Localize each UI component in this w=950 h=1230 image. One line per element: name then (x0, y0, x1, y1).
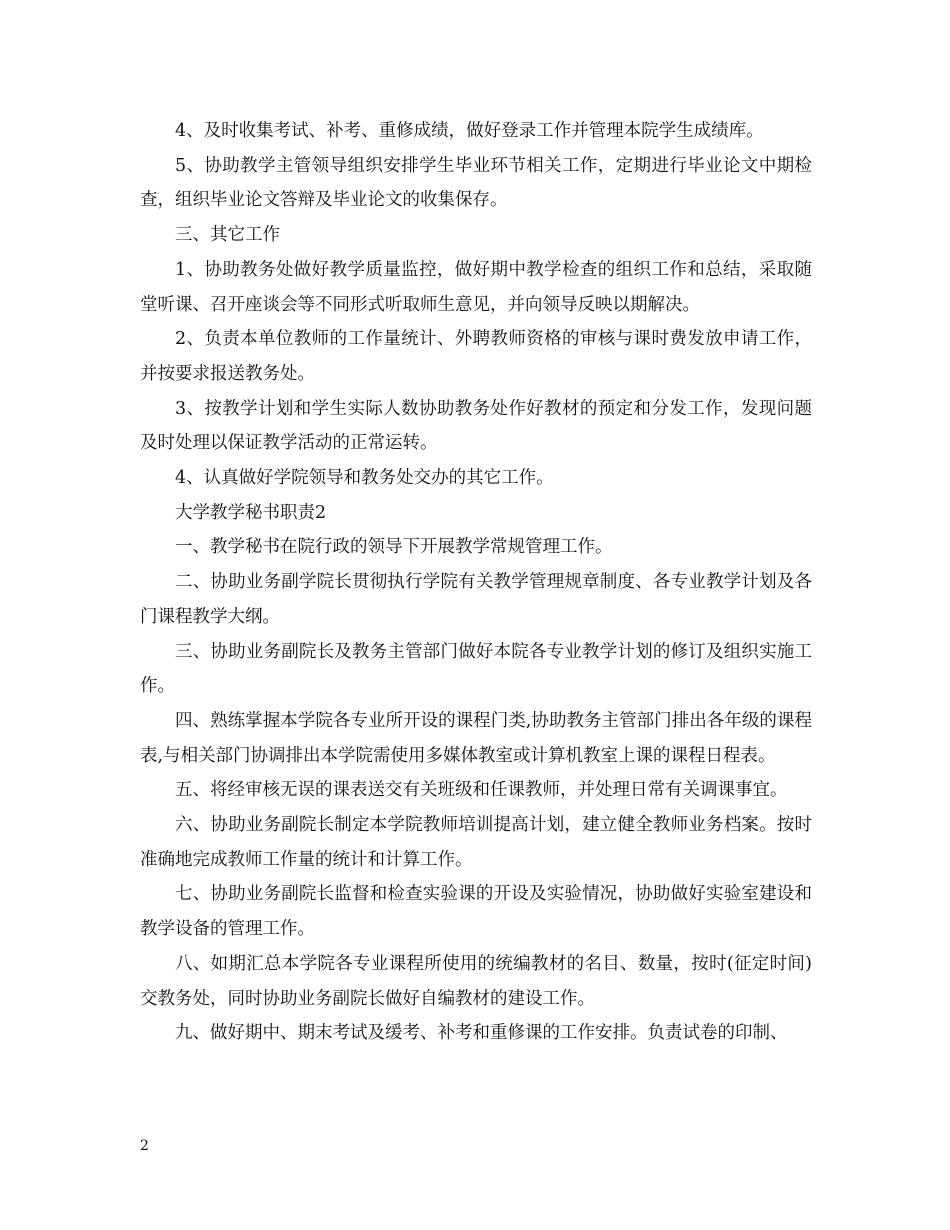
paragraph-1: 4、及时收集考试、补考、重修成绩，做好登录工作并管理本院学生成绩库。 (175, 121, 764, 141)
page-number: 2 (140, 1138, 149, 1154)
paragraph-2: 5、协助教学主管领导组织安排学生毕业环节相关工作，定期进行毕业论文中期检查，组织毕业论文答辩及毕业论文的收集保存。 (140, 155, 812, 211)
paragraph-7: 一、教学秘书在院行政的领导下开展教学常规管理工作。 (175, 537, 613, 558)
paragraph-11: 五、将经审核无误的课表送交有关班级和任课教师，并处理日常有关调课事宜。 (175, 780, 788, 801)
paragraph-15: 九、做好期中、期末考试及缓考、补考和重修课的工作安排。负责试卷的印制、 (175, 1023, 788, 1044)
paragraph-10: 四、熟练掌握本学院各专业所开设的课程门类,协助教务主管部门排出各年级的课程表,与相关部门协调排出本学院需使用多媒体教室或计算机教室上课的课程日程表。 (140, 710, 812, 766)
section-heading-duties-2: 大学教学秘书职责2 (175, 502, 327, 523)
section-heading-other-work: 三、其它工作 (175, 225, 280, 246)
paragraph-9: 三、协助业务副院长及教务主管部门做好本院各专业教学计划的修订及组织实施工作。 (140, 641, 812, 697)
paragraph-13: 七、协助业务副院长监督和检查实验课的开设及实验情况，协助做好实验室建设和教学设备的管理工作。 (140, 884, 812, 940)
paragraph-3: 1、协助教务处做好教学质量监控，做好期中教学检查的组织工作和总结，采取随堂听课、召开座谈会等不同形式听取师生意见，并向领导反映以期解决。 (140, 259, 812, 315)
paragraph-5: 3、按教学计划和学生实际人数协助教务处作好教材的预定和分发工作，发现问题及时处理以保证教学活动的正常运转。 (140, 398, 812, 454)
paragraph-8: 二、协助业务副学院长贯彻执行学院有关教学管理规章制度、各专业教学计划及各门课程教学大纲。 (140, 572, 812, 627)
paragraph-6: 4、认真做好学院领导和教务处交办的其它工作。 (175, 468, 554, 489)
paragraph-4: 2、负责本单位教师的工作量统计、外聘教师资格的审核与课时费发放申请工作，并按要求报送教务处。 (140, 329, 812, 384)
paragraph-14: 八、如期汇总本学院各专业课程所使用的统编教材的名目、数量，按时(征定时间)交教务处，同时协助业务副院长做好自编教材的建设工作。 (140, 953, 812, 1009)
document-body (140, 114, 812, 1051)
paragraph-12: 六、协助业务副院长制定本学院教师培训提高计划，建立健全教师业务档案。按时准确地完成教师工作量的统计和计算工作。 (140, 815, 812, 870)
